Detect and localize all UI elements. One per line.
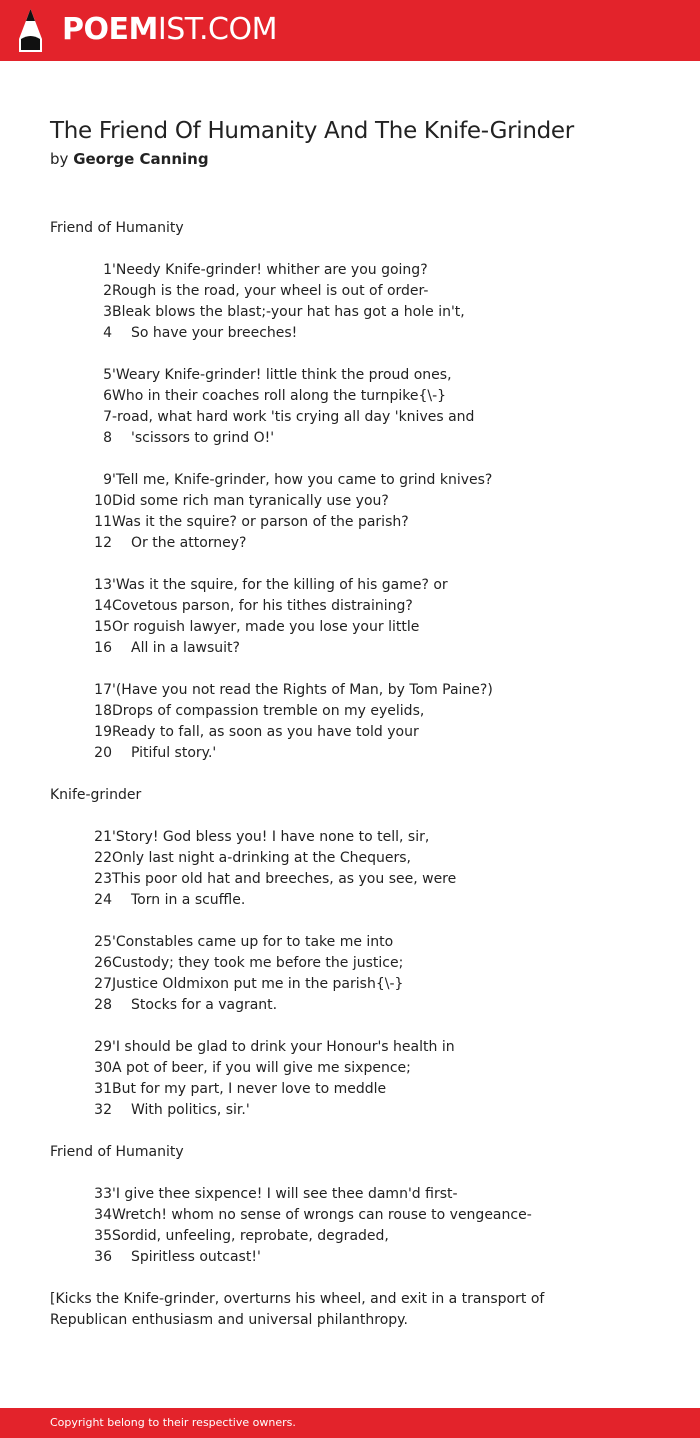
stanza-gap <box>50 911 570 932</box>
line-text: 'scissors to grind O!' <box>131 430 275 446</box>
poem-line <box>50 407 570 428</box>
line-text: 'Story! God bless you! I have none to tell, sir, <box>112 829 430 845</box>
stanza-gap <box>50 1121 570 1142</box>
speaker-label: Friend of Humanity <box>50 220 184 236</box>
line-text: 'Constables came up for to take me into <box>112 934 394 950</box>
poem-line <box>50 491 570 512</box>
line-text: '(Have you not read the Rights of Man, by Tom Paine?) <box>112 682 493 698</box>
line-number: 34 <box>94 1207 112 1223</box>
line-number: 13 <box>94 577 112 593</box>
line-number: 14 <box>94 598 112 614</box>
line-text: 'Weary Knife-grinder! little think the proud ones, <box>112 367 452 383</box>
line-text: A pot of beer, if you will give me sixpence; <box>112 1060 411 1076</box>
site-header <box>0 0 700 61</box>
line-text: Custody; they took me before the justice; <box>112 955 404 971</box>
poem-body <box>50 218 570 1328</box>
poem-line <box>50 1226 570 1247</box>
line-number: 5 <box>103 367 112 383</box>
copyright-text: Copyright belong to their respective owners. <box>50 1416 296 1429</box>
line-text: This poor old hat and breeches, as you see, were <box>112 871 457 887</box>
line-text: With politics, sir.' <box>131 1102 250 1118</box>
line-text: Ready to fall, as soon as you have told your <box>112 724 419 740</box>
poem-line <box>50 680 570 701</box>
line-number: 6 <box>103 388 112 404</box>
line-number: 18 <box>94 703 112 719</box>
by-label: by <box>50 150 69 168</box>
line-text: Justice Oldmixon put me in the parish{\-} <box>112 976 404 992</box>
line-number: 33 <box>94 1186 112 1202</box>
stanza-gap <box>50 1268 570 1289</box>
line-text: All in a lawsuit? <box>131 640 240 656</box>
stanza-gap <box>50 344 570 365</box>
poem-line <box>50 995 570 1016</box>
line-text: Drops of compassion tremble on my eyelids, <box>112 703 425 719</box>
line-number: 30 <box>94 1060 112 1076</box>
line-text: Rough is the road, your wheel is out of order- <box>112 283 429 299</box>
line-number: 35 <box>94 1228 112 1244</box>
line-number: 28 <box>94 997 112 1013</box>
line-number: 17 <box>94 682 112 698</box>
stanza-gap <box>50 1016 570 1037</box>
poem-line <box>50 617 570 638</box>
line-text: Was it the squire? or parson of the parish? <box>112 514 409 530</box>
line-number: 11 <box>94 514 112 530</box>
stanza-gap <box>50 764 570 785</box>
line-text: Sordid, unfeeling, reprobate, degraded, <box>112 1228 389 1244</box>
poem-title: The Friend Of Humanity And The Knife-Grinder <box>50 118 574 144</box>
line-number: 20 <box>94 745 112 761</box>
line-text: -road, what hard work 'tis crying all day 'knives and <box>112 409 475 425</box>
line-number: 15 <box>94 619 112 635</box>
poem-line <box>50 386 570 407</box>
poem-line <box>50 1184 570 1205</box>
line-text: Pitiful story.' <box>131 745 217 761</box>
line-number: 4 <box>103 325 112 341</box>
line-text: Bleak blows the blast;-your hat has got a hole in't, <box>112 304 465 320</box>
line-number: 29 <box>94 1039 112 1055</box>
line-number: 9 <box>103 472 112 488</box>
line-number: 23 <box>94 871 112 887</box>
line-number: 32 <box>94 1102 112 1118</box>
poem-line <box>50 953 570 974</box>
line-text: 'I should be glad to drink your Honour's health in <box>112 1039 455 1055</box>
poem-line <box>50 890 570 911</box>
line-number: 8 <box>103 430 112 446</box>
poem-line <box>50 722 570 743</box>
byline <box>50 148 209 170</box>
poem-line <box>50 1058 570 1079</box>
line-text: Did some rich man tyranically use you? <box>112 493 389 509</box>
poem-line <box>50 743 570 764</box>
poem-line <box>50 323 570 344</box>
line-text: 'Tell me, Knife-grinder, how you came to grind knives? <box>112 472 493 488</box>
poem-line <box>50 281 570 302</box>
poem-line <box>50 932 570 953</box>
poem-line <box>50 1037 570 1058</box>
poem-line <box>50 1079 570 1100</box>
poem-line <box>50 1205 570 1226</box>
site-footer <box>0 1408 700 1438</box>
poem-line <box>50 869 570 890</box>
poem-line <box>50 260 570 281</box>
line-number: 19 <box>94 724 112 740</box>
poem-line <box>50 365 570 386</box>
poem-line <box>50 1247 570 1268</box>
line-text: Wretch! whom no sense of wrongs can rouse to vengeance- <box>112 1207 532 1223</box>
site-logo[interactable] <box>62 12 277 48</box>
poem-line <box>50 701 570 722</box>
poem-line <box>50 302 570 323</box>
line-text: Or roguish lawyer, made you lose your little <box>112 619 420 635</box>
poem-line <box>50 827 570 848</box>
poem-line <box>50 974 570 995</box>
line-text: 'I give thee sixpence! I will see thee damn'd first- <box>112 1186 458 1202</box>
line-number: 12 <box>94 535 112 551</box>
line-text: So have your breeches! <box>131 325 298 341</box>
poem-line <box>50 596 570 617</box>
pencil-tip-icon <box>18 9 43 52</box>
poem-line <box>50 575 570 596</box>
line-number: 31 <box>94 1081 112 1097</box>
line-text: Who in their coaches roll along the turnpike{\-} <box>112 388 447 404</box>
stage-direction: [Kicks the Knife-grinder, overturns his wheel, and exit in a transport of Republican enthusiasm and universal philanthropy. <box>50 1291 545 1328</box>
stanza-gap <box>50 554 570 575</box>
line-text: Stocks for a vagrant. <box>131 997 278 1013</box>
poem-line <box>50 428 570 449</box>
stanza-gap <box>50 239 570 260</box>
line-number: 10 <box>94 493 112 509</box>
line-number: 2 <box>103 283 112 299</box>
line-text: Covetous parson, for his tithes distraining? <box>112 598 413 614</box>
stanza-gap <box>50 1163 570 1184</box>
line-text: But for my part, I never love to meddle <box>112 1081 387 1097</box>
line-number: 25 <box>94 934 112 950</box>
stanza-gap <box>50 806 570 827</box>
logo-light-text: IST.COM <box>157 12 277 47</box>
line-number: 3 <box>103 304 112 320</box>
line-number: 22 <box>94 850 112 866</box>
line-number: 36 <box>94 1249 112 1265</box>
line-text: Only last night a-drinking at the Chequers, <box>112 850 412 866</box>
poem-line <box>50 512 570 533</box>
stanza-gap <box>50 449 570 470</box>
speaker-label: Friend of Humanity <box>50 1144 184 1160</box>
line-number: 1 <box>103 262 112 278</box>
speaker-label: Knife-grinder <box>50 787 142 803</box>
line-number: 7 <box>103 409 112 425</box>
poem-line <box>50 533 570 554</box>
poem-line <box>50 1100 570 1121</box>
line-text: Or the attorney? <box>131 535 247 551</box>
line-number: 24 <box>94 892 112 908</box>
line-number: 26 <box>94 955 112 971</box>
poem-line <box>50 848 570 869</box>
line-text: 'Was it the squire, for the killing of his game? or <box>112 577 448 593</box>
line-text: Spiritless outcast!' <box>131 1249 261 1265</box>
poem-line <box>50 470 570 491</box>
line-text: 'Needy Knife-grinder! whither are you going? <box>112 262 428 278</box>
line-number: 16 <box>94 640 112 656</box>
logo-bold-text: POEM <box>62 12 158 47</box>
line-text: Torn in a scuffle. <box>131 892 246 908</box>
line-number: 27 <box>94 976 112 992</box>
line-number: 21 <box>94 829 112 845</box>
author-name[interactable]: George Canning <box>73 150 209 168</box>
stanza-gap <box>50 659 570 680</box>
poem-line <box>50 638 570 659</box>
